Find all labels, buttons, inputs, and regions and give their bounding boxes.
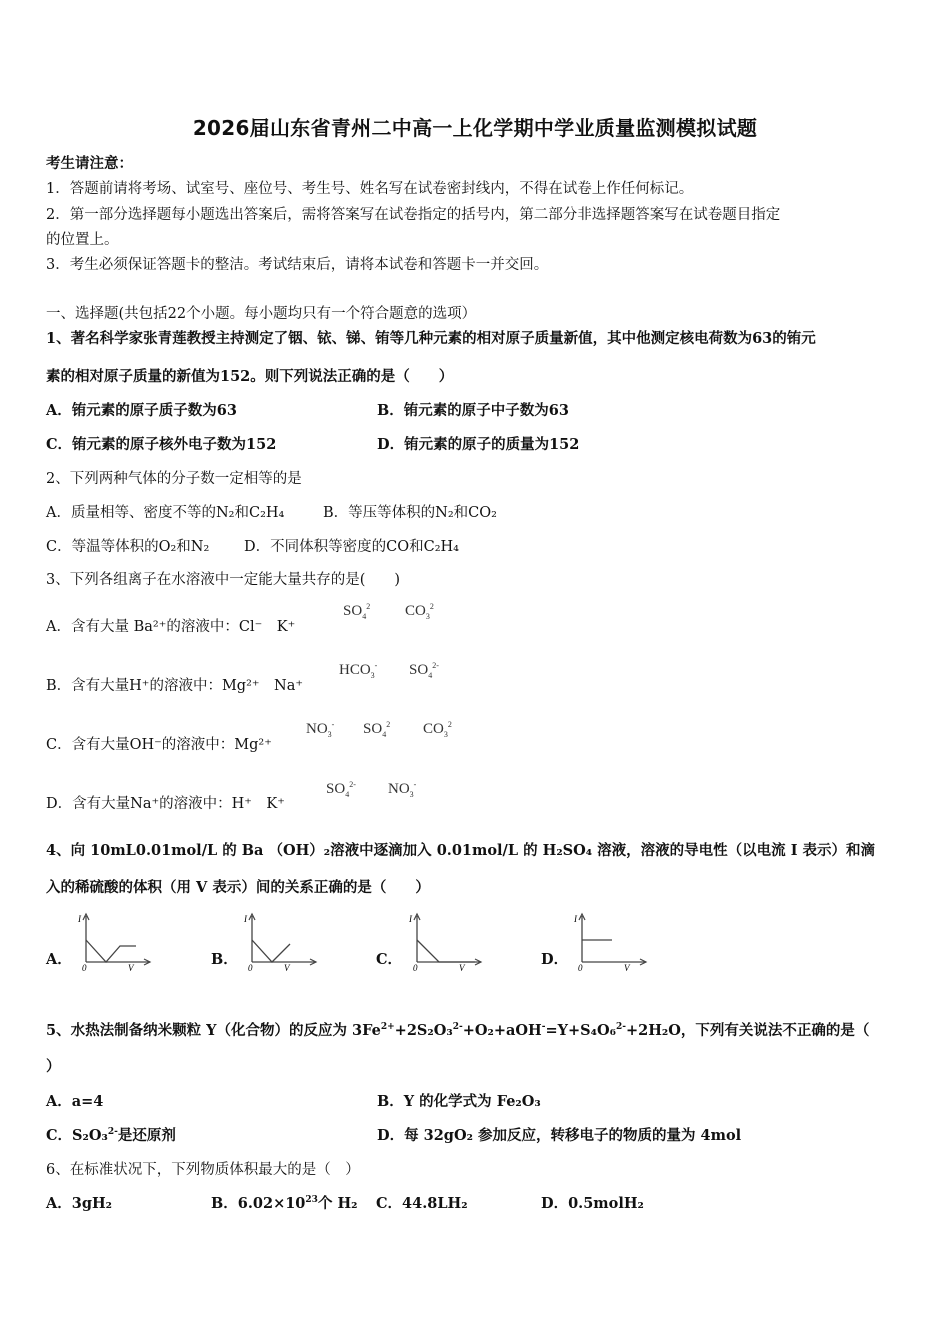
ion-carbonate: $CO_3^2$ <box>405 602 434 621</box>
origin-label: 0 <box>248 963 253 972</box>
question-1-stem-cont: 素的相对原子质量的新值为152。则下列说法正确的是（ ） <box>46 368 454 385</box>
axis-x-label: V <box>128 963 134 972</box>
ion-sulfate: $SO_4^{2-}$ <box>326 780 356 799</box>
q5-option-a[interactable]: A．a=4 <box>46 1093 104 1110</box>
q2-option-d[interactable]: D．不同体积等密度的CO和C₂H₄ <box>244 539 459 555</box>
q4-graph-a <box>74 910 154 972</box>
ion-nitrate: $NO_3^-$ <box>306 720 335 739</box>
q6-option-d[interactable]: D．0.5molH₂ <box>541 1195 644 1212</box>
axis-x-label: V <box>284 963 290 972</box>
q3-option-a[interactable]: A．含有大量 Ba²⁺的溶液中：Cl⁻ K⁺ <box>46 619 296 635</box>
question-5-stem-cont: ） <box>46 1058 61 1075</box>
question-3-stem: 3、下列各组离子在水溶液中一定能大量共存的是( ) <box>46 572 401 588</box>
question-5-stem: 5、水热法制备纳米颗粒 Y（化合物）的反应为 $3Fe^{2+}+2S_2O_3^{2-}+O_2+aOH^-=Y+S_4O_6^{2-}+2H_2O$，下列有关说法不正确的是（ <box>46 1022 870 1039</box>
ion-sulfate: $SO_4^2$ <box>343 602 371 621</box>
q1-option-c[interactable]: C．铕元素的原子核外电子数为152 <box>46 436 277 453</box>
q4-graph-c <box>405 910 485 972</box>
notice-item: 1．答题前请将考场、试室号、座位号、考生号、姓名写在试卷密封线内，不得在试卷上作任何标记。 <box>46 181 694 197</box>
question-6-stem: 6、在标准状况下，下列物质体积最大的是（ ） <box>46 1162 360 1178</box>
q6-option-a[interactable]: A．3gH₂ <box>46 1195 113 1212</box>
ion-sulfate: $SO_4^2$ <box>363 720 391 739</box>
origin-label: 0 <box>578 963 583 972</box>
origin-label: 0 <box>82 963 87 972</box>
q4-graph-b <box>240 910 320 972</box>
axis-y-label: I <box>78 914 81 924</box>
axis-y-label: I <box>409 914 412 924</box>
notice-item: 的位置上。 <box>46 232 119 248</box>
q1-option-a[interactable]: A．铕元素的原子质子数为63 <box>46 402 237 419</box>
ion-carbonate: $CO_3^2$ <box>423 720 452 739</box>
q3-option-d[interactable]: D．含有大量Na⁺的溶液中：H⁺ K⁺ <box>46 796 285 812</box>
notice-item: 3．考生必须保证答题卡的整洁。考试结束后，请将本试卷和答题卡一并交回。 <box>46 257 549 273</box>
notice-heading: 考生请注意： <box>46 155 133 172</box>
q1-option-b[interactable]: B．铕元素的原子中子数为63 <box>377 402 569 419</box>
q4-option-b[interactable]: B． <box>211 951 238 968</box>
q3-option-c[interactable]: C．含有大量OH⁻的溶液中：Mg²⁺ <box>46 737 272 753</box>
ion-bicarbonate: $HCO_3^-$ <box>339 661 378 680</box>
axis-y-label: I <box>574 914 577 924</box>
section-heading: 一、选择题(共包括22个小题。每小题均只有一个符合题意的选项） <box>46 306 477 322</box>
q2-option-b[interactable]: B．等压等体积的N₂和CO₂ <box>323 505 497 521</box>
q5-option-c[interactable]: C．S₂O₃$^{2-}$是还原剂 <box>46 1127 176 1144</box>
notice-item: 2．第一部分选择题每小题选出答案后，需将答案写在试卷指定的括号内，第二部分非选择题答案写在试卷题目指定 <box>46 207 781 223</box>
q2-option-c[interactable]: C．等温等体积的O₂和N₂ <box>46 539 210 555</box>
q5-option-b[interactable]: B．Y 的化学式为 Fe₂O₃ <box>377 1093 541 1110</box>
q4-option-c[interactable]: C． <box>376 951 403 968</box>
ion-sulfate: $SO_4^{2-}$ <box>409 661 439 680</box>
q3-option-b[interactable]: B．含有大量H⁺的溶液中：Mg²⁺ Na⁺ <box>46 678 304 694</box>
q2-option-a[interactable]: A．质量相等、密度不等的N₂和C₂H₄ <box>46 505 285 521</box>
origin-label: 0 <box>413 963 418 972</box>
q6-option-c[interactable]: C．44.8LH₂ <box>376 1195 468 1212</box>
q4-option-d[interactable]: D． <box>541 951 569 968</box>
question-1-stem: 1、著名科学家张青莲教授主持测定了铟、铱、锑、铕等几种元素的相对原子质量新值，其中他测定核电荷数为63的铕元 <box>46 330 816 347</box>
q4-option-a[interactable]: A． <box>46 951 72 968</box>
q4-graph-d <box>570 910 650 972</box>
q6-option-b[interactable]: B．$6.02\times 10^{23}$个 H₂ <box>211 1195 358 1212</box>
q5-option-d[interactable]: D．每 32gO₂ 参加反应，转移电子的物质的量为 4mol <box>377 1127 742 1144</box>
question-4-stem: 4、向 10mL0.01mol/L 的 Ba （OH）₂溶液中逐滴加入 0.01mol/L 的 H₂SO₄ 溶液，溶液的导电性（以电流 I 表示）和滴 <box>46 842 876 859</box>
ion-nitrate: $NO_3^-$ <box>388 780 417 799</box>
q1-option-d[interactable]: D．铕元素的原子的质量为152 <box>377 436 580 453</box>
question-4-stem-cont: 入的稀硫酸的体积（用 V 表示）间的关系正确的是（ ） <box>46 879 430 896</box>
axis-x-label: V <box>459 963 465 972</box>
axis-y-label: I <box>244 914 247 924</box>
question-2-stem: 2、下列两种气体的分子数一定相等的是 <box>46 471 302 487</box>
page-title: 2026届山东省青州二中高一上化学期中学业质量监测模拟试题 <box>192 116 758 140</box>
axis-x-label: V <box>624 963 630 972</box>
